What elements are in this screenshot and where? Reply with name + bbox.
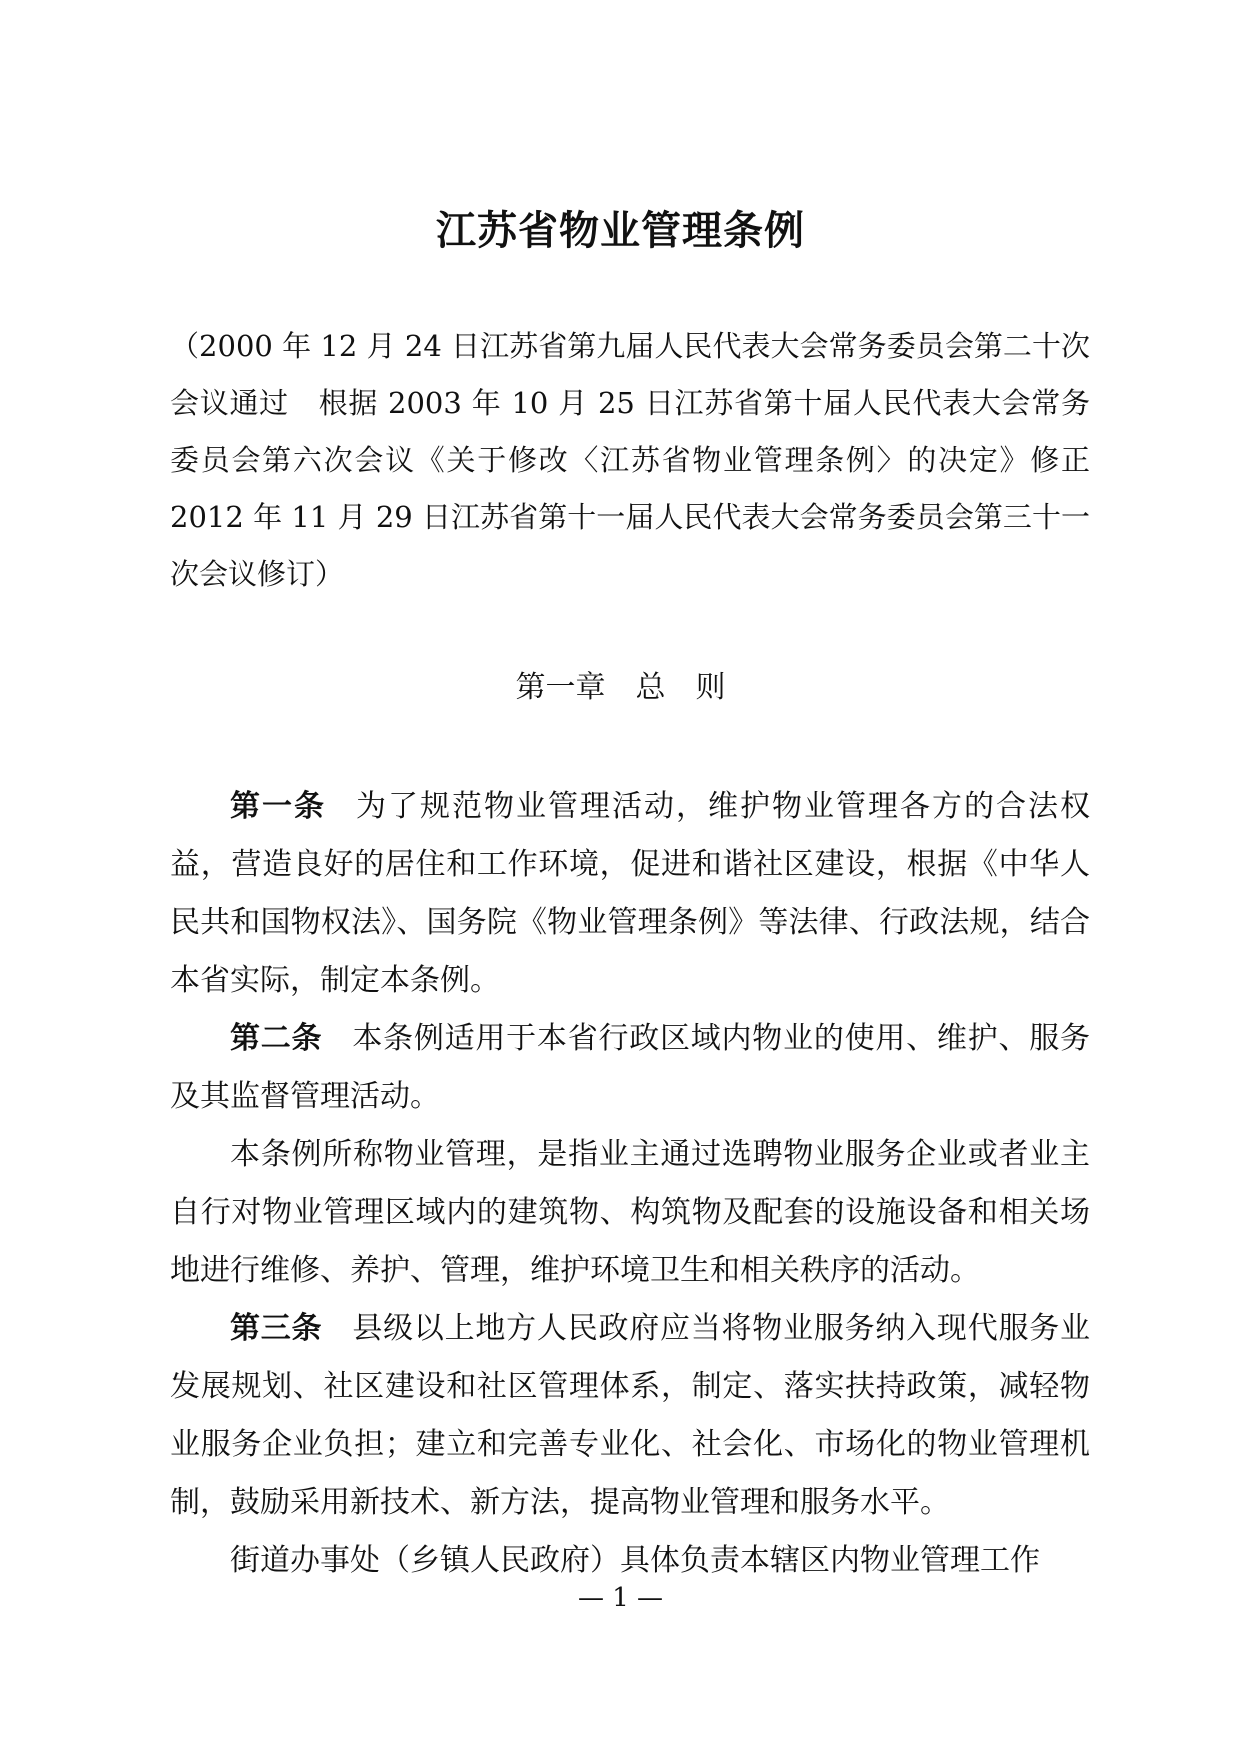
- article-text: 本条例适用于本省行政区域内物业的使用、维护、服务及其监督管理活动。: [170, 1021, 1091, 1114]
- document-title: 江苏省物业管理条例: [436, 208, 805, 254]
- article-number: 第三条: [230, 1311, 323, 1346]
- article-paragraph: [170, 1126, 1090, 1300]
- article-number: 第一条: [230, 789, 326, 824]
- article-body: [170, 778, 1090, 1590]
- article-paragraph: [170, 1300, 1090, 1532]
- article-paragraph: [170, 1010, 1090, 1126]
- preamble-note: （2000 年 12 月 24 日江苏省第九届人民代表大会常务委员会第二十次会议通过 根据 2003 年 10 月 25 日江苏省第十届人民代表大会常务委员会第六次会议《关于修改〈江苏省物业管理条例〉的决定》修正 2012 年 11 月 29 日江苏省第十一届人民代表大会常务委员会第三十一次会议修订）: [170, 329, 1120, 591]
- article-text: 为了规范物业管理活动，维护物业管理各方的合法权益，营造良好的居住和工作环境，促进和谐社区建设，根据《中华人民共和国物权法》、国务院《物业管理条例》等法律、行政法规，结合本省实际，制定本条例。: [170, 789, 1090, 998]
- article-paragraph: [170, 778, 1090, 1010]
- article-text: 街道办事处（乡镇人民政府）具体负责本辖区内物业管理工作: [230, 1543, 1040, 1578]
- chapter-heading: 第一章 总 则: [515, 670, 726, 705]
- article-text: 县级以上地方人民政府应当将物业服务纳入现代服务业发展规划、社区建设和社区管理体系，制定、落实扶持政策，减轻物业服务企业负担；建立和完善专业化、社会化、市场化的物业管理机制，鼓励采用新技术、新方法，提高物业管理和服务水平。: [170, 1311, 1091, 1520]
- article-number: 第二条: [230, 1021, 323, 1056]
- page-number: — 1 —: [577, 1583, 664, 1613]
- article-text: 本条例所称物业管理，是指业主通过选聘物业服务企业或者业主自行对物业管理区域内的建筑物、构筑物及配套的设施设备和相关场地进行维修、养护、管理，维护环境卫生和相关秩序的活动。: [170, 1137, 1090, 1288]
